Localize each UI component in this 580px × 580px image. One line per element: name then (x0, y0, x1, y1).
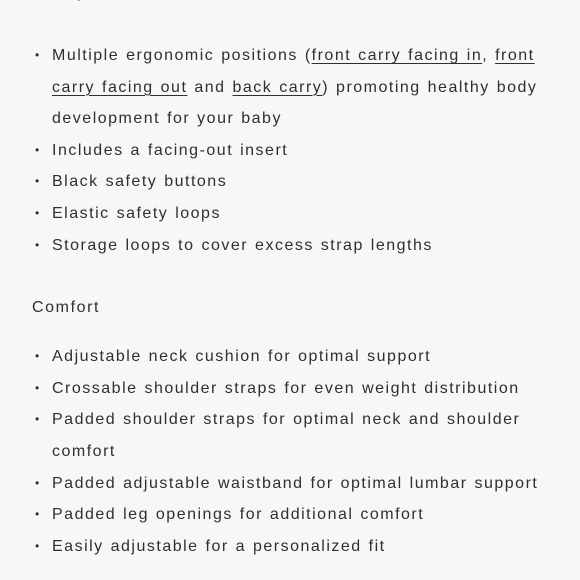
safety-heading (32, 0, 552, 9)
list-item: • Includes a facing-out insert (32, 135, 552, 167)
product-features (32, 0, 552, 562)
list-item: • Elastic safety loops (32, 198, 552, 230)
list-item: • Storage loops to cover excess strap lengths (32, 230, 552, 262)
comfort-list (32, 341, 552, 562)
separator-text: and (187, 78, 233, 96)
comfort-heading: Comfort (32, 299, 101, 317)
list-item: • Adjustable neck cushion for optimal support (32, 341, 552, 373)
item-text: Multiple ergonomic positions ( (52, 47, 312, 64)
front-carry-facing-in-link[interactable]: front carry facing in (311, 47, 483, 64)
list-item: • Easily adjustable for a personalized fit (32, 531, 552, 563)
list-item: • Padded leg openings for additional comfort (32, 499, 552, 531)
safety-list (32, 40, 552, 261)
list-item (32, 40, 552, 135)
back-carry-link[interactable]: back carry (232, 78, 323, 96)
item-text: ) promoting healthy body development for your baby (52, 78, 538, 128)
list-item: • Black safety buttons (32, 166, 552, 198)
list-item: • Padded shoulder straps for optimal neck and shoulder comfort (32, 404, 552, 467)
list-item: • Padded adjustable waistband for optimal lumbar support (32, 468, 552, 500)
front-carry-facing-out-link[interactable]: front carry facing out (52, 47, 535, 96)
separator-text: , (482, 47, 496, 64)
list-item: • Crossable shoulder straps for even weight distribution (32, 373, 552, 405)
